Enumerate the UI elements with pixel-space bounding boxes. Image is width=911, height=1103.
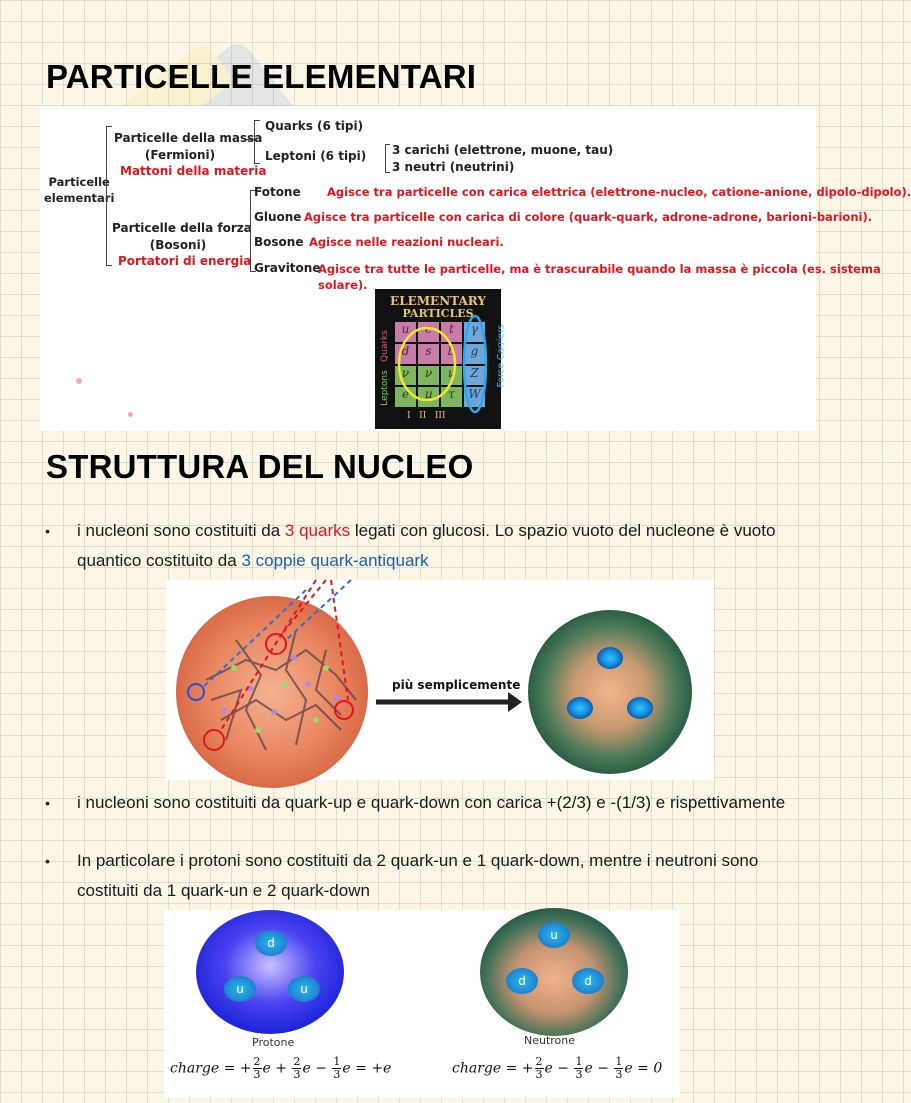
proton-label: Protone [252, 1036, 295, 1049]
boson-desc-gravitone: Agisce tra tutte le particelle, ma è trascurabile quando la massa è piccola (es. sistema solare). [318, 262, 881, 292]
bullet1-text-2: legati con glucosi. Lo spazio vuoto del nucleone è vuoto quantico costituito da [77, 521, 776, 570]
mass-group-label: Particelle della massa (Fermioni) [114, 131, 263, 162]
force-group-label: Particelle della forza (Bosoni) [112, 221, 252, 252]
mass-connector [246, 139, 252, 140]
boson-name-bosone: Bosone [254, 235, 304, 249]
formula-prefix: charge = + [452, 1060, 534, 1077]
neutron-label: Neutrone [524, 1034, 576, 1047]
fraction: $\frac{2}{3}$ [253, 1055, 261, 1081]
arrow-label: più semplicemente [392, 678, 521, 692]
poster-quarks-label: Quarks [379, 330, 390, 362]
poster-cell: c [418, 322, 439, 342]
poster-cell: d [395, 344, 416, 364]
mass-group-tag: Mattoni della materia [120, 164, 267, 178]
neutron-quark: d [572, 968, 604, 994]
lepton-detail-charged: 3 carichi (elettrone, muone, tau) [392, 143, 614, 157]
poster-cell: e [395, 387, 416, 407]
poster-highlight-ovals [375, 289, 501, 429]
elementary-particles-poster [375, 289, 507, 429]
bullet-text: i nucleoni sono costituiti da quark-up e quark-down con carica +(2/3) e -(1/3) e rispettivamente [77, 793, 786, 812]
poster-cell: W [464, 387, 485, 407]
decor-dot [76, 378, 82, 384]
proton-quark: u [224, 976, 256, 1002]
bullet1-highlight-pairs: 3 coppie quark-antiquark [241, 551, 429, 570]
force-brace [250, 190, 256, 272]
poster-cell: u [395, 322, 416, 342]
formula-result: = +e [355, 1060, 392, 1077]
boson-desc-bosone: Agisce nelle reazioni nucleari. [309, 235, 504, 249]
boson-name-fotone: Fotone [254, 185, 301, 199]
leptons-label: Leptoni (6 tipi) [265, 149, 367, 163]
proton-quark: u [288, 976, 320, 1002]
force-group-tag: Portatori di energia [118, 254, 252, 268]
poster-cell: t [441, 322, 462, 342]
root-label: Particelle elementari [44, 175, 115, 205]
proton-quark: d [255, 930, 287, 956]
boson-name-gravitone: Gravitone [254, 261, 321, 275]
neutron-charge-formula: charge = + $\frac{2}{3}$ e − $\frac{1}{3}$ e − $\frac{1}{3}$ e = 0 [452, 1055, 663, 1081]
bullet-quark-charges [45, 788, 815, 846]
poster-cell: b [441, 344, 462, 364]
simple-nucleon [528, 610, 692, 774]
poster-cell: ν [395, 366, 416, 386]
fraction: $\frac{1}{3}$ [333, 1055, 341, 1081]
proton-neutron-illustration [164, 910, 680, 1098]
mass-brace [254, 120, 260, 164]
boson-name-gluone: Gluone [254, 210, 302, 224]
poster-cell: τ [441, 387, 462, 407]
bullet-text: In particolare i protoni sono costituiti da 2 quark-un e 1 quark-down, mentre i neutroni sono costituiti da 1 quark-un e 2 quark-down [77, 851, 759, 900]
bullet-marker: • [45, 795, 50, 811]
poster-generations: I II III [407, 411, 446, 421]
bullet-marker: • [45, 853, 50, 869]
quarks-label: Quarks (6 tipi) [265, 119, 364, 133]
bullet-text [77, 516, 812, 576]
neutron-quark: d [506, 968, 538, 994]
fraction: $\frac{2}{3}$ [535, 1055, 543, 1081]
fraction: $\frac{2}{3}$ [293, 1055, 301, 1081]
poster-cell: Z [464, 366, 485, 386]
elementary-particles-diagram [40, 106, 911, 431]
formula-prefix: charge = + [170, 1060, 252, 1077]
bullet-nucleons-quarks [45, 516, 815, 578]
poster-title-2: PARTICLES [402, 307, 474, 320]
decor-dot [128, 412, 133, 417]
fraction: $\frac{1}{3}$ [615, 1055, 623, 1081]
bullet1-text-1: i nucleoni sono costituiti da [77, 521, 285, 540]
section-title-elementary-particles: PARTICELLE ELEMENTARI [46, 58, 477, 95]
formula-result: = 0 [637, 1060, 663, 1077]
poster-title-1: ELEMENTARY [390, 294, 486, 308]
boson-desc-gluone: Agisce tra particelle con carica di colore (quark-quark, adrone-adrone, barioni-barioni). [304, 210, 873, 224]
fraction: $\frac{1}{3}$ [575, 1055, 583, 1081]
bullet1-highlight-quarks: 3 quarks [284, 521, 351, 540]
section-title-nucleus-structure: STRUTTURA DEL NUCLEO [46, 448, 474, 485]
bullet-marker: • [45, 523, 50, 539]
neutron-quark: u [538, 922, 570, 948]
lepton-detail-neutral: 3 neutri (neutrini) [392, 160, 515, 174]
nucleon-illustration [166, 580, 714, 780]
poster-cell: s [418, 344, 439, 364]
poster-cell: ν [418, 366, 439, 386]
poster-cell: ν [441, 366, 462, 386]
leptons-brace [385, 144, 390, 173]
poster-cell: g [464, 344, 485, 364]
poster-leptons-label: Leptons [379, 370, 390, 406]
poster-cell: μ [418, 387, 439, 407]
bullet-protons-neutrons [45, 846, 815, 904]
poster-cell: γ [464, 322, 485, 342]
proton-charge-formula: charge = + $\frac{2}{3}$ e + $\frac{2}{3}$ e − $\frac{1}{3}$ e = +e [170, 1055, 392, 1081]
poster-force-label: Force Carriers [496, 324, 507, 388]
boson-desc-fotone: Agisce tra particelle con carica elettrica (elettrone-nucleo, catione-anione, dipolo-dipolo). [327, 185, 911, 199]
